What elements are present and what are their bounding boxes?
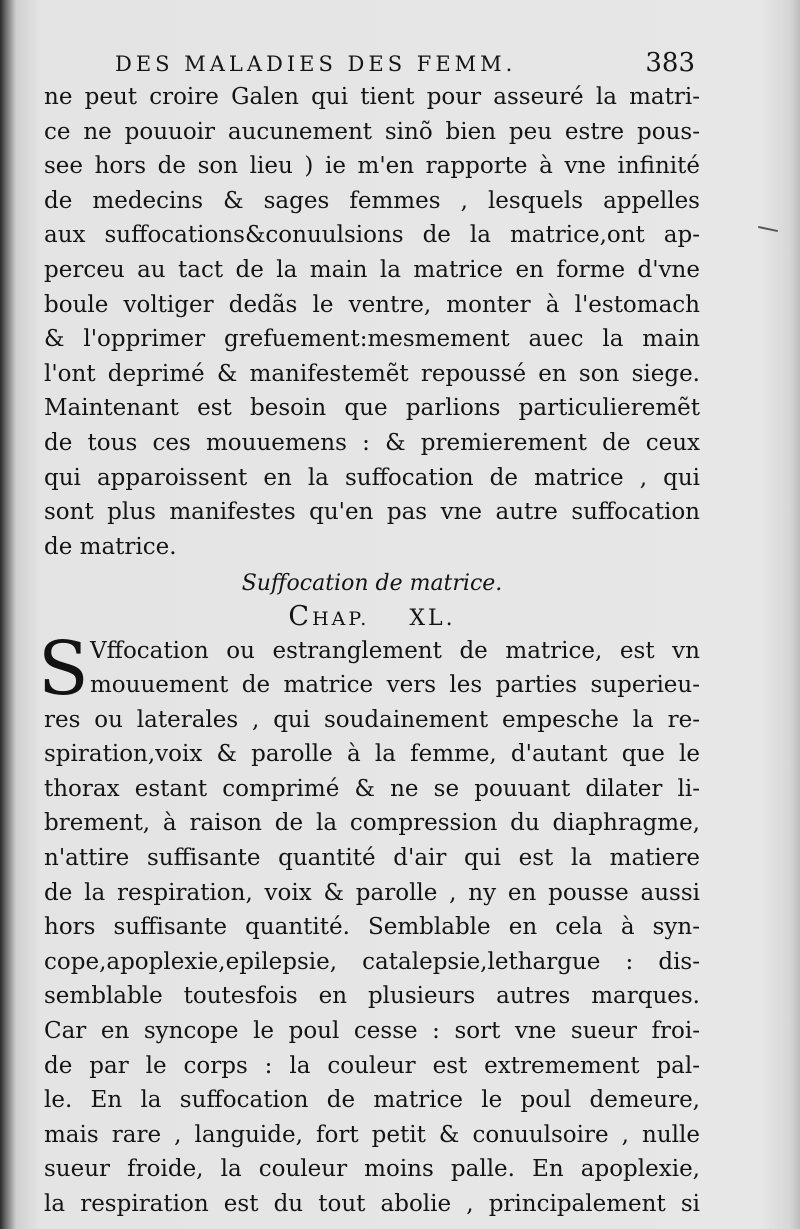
text-line: de medecins & sages femmes , lesquels appelles	[44, 187, 700, 214]
text-line: aux suffocations&conuulsions de la matrice,ont ap-	[44, 222, 700, 249]
body-text	[38, 80, 700, 1222]
text-line: sueur froide, la couleur moins palle. En apoplexie,	[44, 1156, 700, 1183]
text-line: le. En la suffocation de matrice le poul demeure,	[44, 1087, 700, 1114]
text-line: Car en syncope le poul cesse : sort vne sueur froi-	[44, 1018, 700, 1045]
text-line: perceu au tact de la main la matrice en forme d'vne	[44, 256, 700, 283]
chapter-heading	[44, 599, 700, 634]
chapter-number: XL.	[409, 605, 456, 631]
text-line: cope,apoplexie,epilepsie, catalepsie,lethargue : dis-	[44, 948, 700, 975]
text-line: la respiration est du tout abolie , principalement si	[44, 1191, 700, 1217]
page-header	[115, 48, 695, 84]
text-line: mais rare , languide, fort petit & conuulsoire , nulle	[44, 1121, 700, 1148]
text-line: sont plus manifestes qu'en pas vne autre suffocation	[44, 499, 700, 526]
text-line: de par le corps : la couleur est extremement pal-	[44, 1052, 700, 1079]
chapter-heading-cap: C	[288, 600, 313, 632]
page-number: 383	[645, 48, 695, 78]
text-line: ne peut croire Galen qui tient pour asseuré la matri-	[44, 84, 700, 110]
text-line: l'ont deprimé & manifestemẽt repoussé en son siege.	[44, 360, 700, 387]
text-line: ce ne pouuoir aucunement sinõ bien peu estre pous-	[44, 118, 700, 145]
text-line: semblable toutesfois en plusieurs autres marques.	[44, 983, 700, 1010]
text-line: brement, à raison de la compression du diaphragme,	[44, 810, 700, 837]
text-line: see hors de son lieu ) ie m'en rapporte à vne infinité	[44, 153, 700, 180]
text-line: & l'opprimer grefuement:mesmement auec la main	[44, 326, 700, 353]
margin-mark	[758, 226, 778, 232]
text-line: Maintenant est besoin que parlions particulieremẽt	[44, 395, 700, 422]
text-line: thorax estant comprimé & ne se pouuant dilater li-	[44, 775, 700, 802]
text-line: spiration,voix & parolle à la femme, d'autant que le	[44, 741, 700, 768]
text-line: boule voltiger dedãs le ventre, monter à l'estomach	[44, 291, 700, 318]
chapter-heading-word: HAP.	[312, 607, 370, 630]
text-line: mouuement de matrice vers les parties superieu-	[90, 672, 700, 699]
text-line: hors suffisante quantité. Semblable en cela à syn-	[44, 914, 700, 941]
text-line: Vffocation ou estranglement de matrice, est vn	[90, 637, 700, 664]
text-line: de tous ces mouuemens : & premierement de ceux	[44, 429, 700, 456]
text-line: n'attire suffisante quantité d'air qui est la matiere	[44, 845, 700, 872]
running-head: DES MALADIES DES FEMM.	[115, 52, 517, 76]
section-title: Suffocation de matrice.	[241, 571, 503, 597]
chapter-paragraph	[38, 625, 700, 1222]
text-line: de la respiration, voix & parolle , ny en pousse aussi	[44, 879, 700, 906]
text-line: res ou laterales , qui soudainement empesche la re-	[44, 706, 700, 733]
text-line: de matrice.	[44, 533, 177, 560]
drop-cap: S	[38, 625, 89, 712]
text-line: qui apparoissent en la suffocation de matrice , qui	[44, 464, 700, 491]
paragraph-1	[44, 80, 700, 564]
